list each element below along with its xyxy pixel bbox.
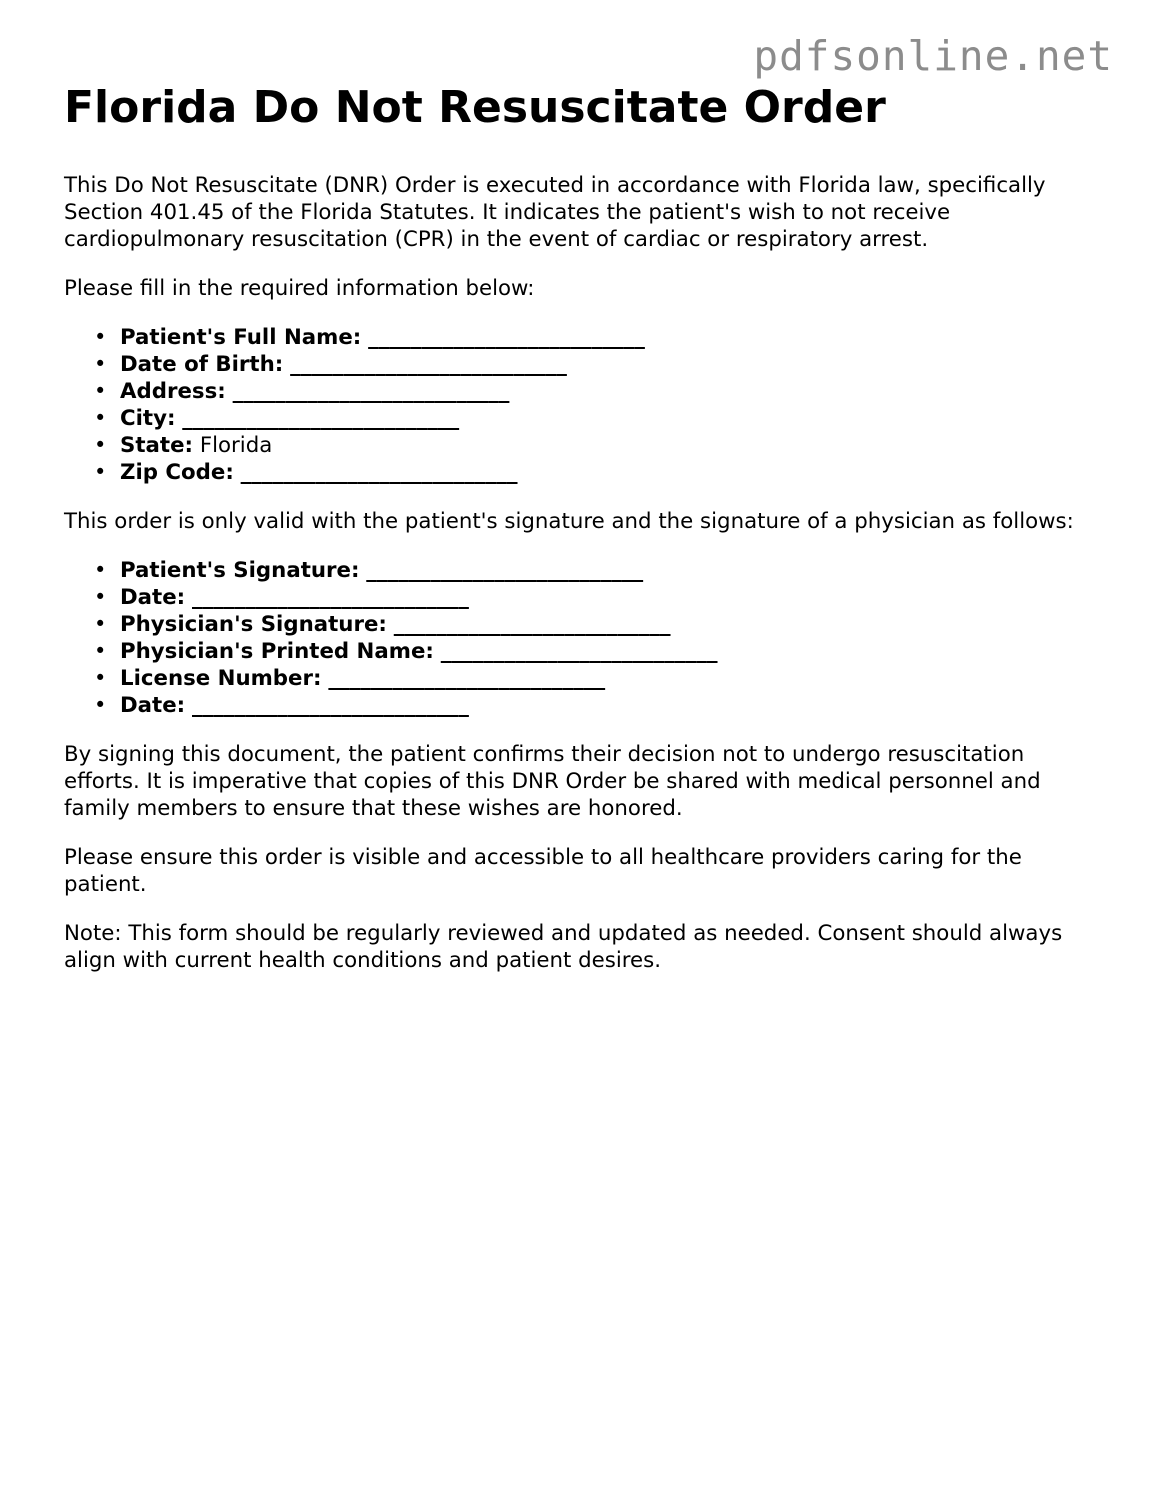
field-label: State: (120, 433, 194, 458)
field-label: Date of Birth: (120, 352, 284, 377)
bullet-icon: • (94, 433, 107, 457)
patient-full-name-input[interactable]: __________________________ (368, 325, 645, 350)
bullet-icon: • (94, 379, 107, 403)
watermark: pdfsonline.net (753, 32, 1113, 80)
bullet-icon: • (94, 352, 107, 376)
patient-date-field (94, 584, 1094, 611)
bullet-icon: • (94, 585, 107, 609)
confirmation-paragraph: By signing this document, the patient confirms their decision not to undergo resuscitation efforts. It is imperative that copies of this DNR Order be shared with medical personnel and family members to ensure that these wishes are honored. (64, 742, 1041, 821)
bullet-icon: • (94, 406, 107, 430)
field-label: Patient's Full Name: (120, 325, 362, 350)
patient-info-list (64, 324, 1094, 486)
bullet-icon: • (94, 666, 107, 690)
document-page (64, 80, 1094, 996)
note-paragraph: Note: This form should be regularly reviewed and updated as needed. Consent should always align with current health conditions and patient desires. (64, 921, 1063, 973)
page-title: Florida Do Not Resuscitate Order (64, 82, 886, 133)
physician-date-input[interactable]: __________________________ (191, 693, 469, 718)
field-label: Physician's Signature: (120, 612, 387, 637)
address-input[interactable]: __________________________ (232, 379, 510, 404)
physician-signature-field (94, 611, 1094, 638)
patient-signature-input[interactable]: __________________________ (366, 558, 644, 583)
validity-paragraph: This order is only valid with the patient's signature and the signature of a physician as follows: (64, 509, 1074, 534)
bullet-icon: • (94, 612, 107, 636)
patient-full-name-field (94, 324, 1094, 351)
bullet-icon: • (94, 325, 107, 349)
field-label: License Number: (120, 666, 322, 691)
state-field (94, 432, 1094, 459)
field-label: Zip Code: (120, 460, 234, 485)
date-of-birth-field (94, 351, 1094, 378)
field-label: Date: (120, 585, 186, 610)
field-label: Patient's Signature: (120, 558, 360, 583)
zip-code-input[interactable]: __________________________ (240, 460, 518, 485)
bullet-icon: • (94, 693, 107, 717)
field-label: Date: (120, 693, 186, 718)
physician-date-field (94, 692, 1094, 719)
state-value: Florida (199, 433, 273, 458)
address-field (94, 378, 1094, 405)
license-number-field (94, 665, 1094, 692)
field-label: Physician's Printed Name: (120, 639, 434, 664)
fill-prompt: Please fill in the required information below: (64, 276, 535, 301)
field-label: Address: (120, 379, 226, 404)
patient-signature-field (94, 557, 1094, 584)
physician-printed-name-input[interactable]: __________________________ (440, 639, 718, 664)
physician-signature-input[interactable]: __________________________ (393, 612, 671, 637)
bullet-icon: • (94, 460, 107, 484)
physician-printed-name-field (94, 638, 1094, 665)
bullet-icon: • (94, 558, 107, 582)
city-field (94, 405, 1094, 432)
field-label: City: (120, 406, 176, 431)
city-input[interactable]: __________________________ (182, 406, 460, 431)
intro-paragraph: This Do Not Resuscitate (DNR) Order is executed in accordance with Florida law, specifically Section 401.45 of the Florida Statutes. It indicates the patient's wish to not receive cardiopulmonary resuscitation (CPR) in the event of cardiac or respiratory arrest. (64, 173, 1046, 252)
patient-date-input[interactable]: __________________________ (191, 585, 469, 610)
signature-list (64, 557, 1094, 719)
date-of-birth-input[interactable]: __________________________ (290, 352, 567, 377)
license-number-input[interactable]: __________________________ (328, 666, 606, 691)
visibility-paragraph: Please ensure this order is visible and accessible to all healthcare providers caring for the patient. (64, 845, 1022, 897)
zip-code-field (94, 459, 1094, 486)
bullet-icon: • (94, 639, 107, 663)
